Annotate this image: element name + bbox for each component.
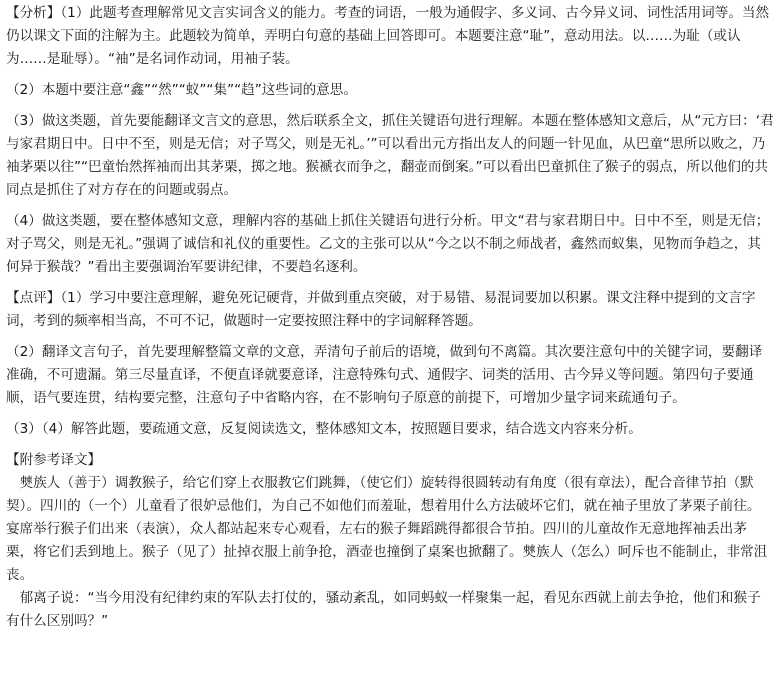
translation-heading: 【附参考译文】 [6, 452, 102, 468]
comment-paragraph-2: （2）翻译文言句子，首先要理解整篇文章的文意，弄清句子前后的语境，做到句不离篇。其次要注意句中的关键字词，要翻译准确，不可遗漏。第三尽量直译，不便直译就要意译，注意特殊句式、通假字、词类的活用、古今异义等问题。第四句子要通顺，语气要连贯，结构要完整，注意句子中省略内容，在不影响句子原意的前提下，可增加少量字词来疏通句子。 [6, 344, 763, 406]
analysis-paragraph-3: （3）做这类题，首先要能翻译文言文的意思，然后联系全文，抓住关键语句进行理解。本题在整体感知文意后，从“元方曰：‘君与家君期日中。日中不至，则是无信；对子骂父，则是无礼。’”可以看出元方指出友人的问题一针见血，从巴童“思所以败之，乃袖茅栗以往”“巴童怡然挥袖而出其茅栗，掷之地。猴褫衣而争之，翻壶而倒案。”可以看出巴童抓住了猴子的弱点，所以他们的共同点是抓住了对方存在的问题或弱点。 [6, 113, 774, 198]
analysis-paragraph-2: （2）本题中要注意“鑫”“然”“蚁”“集”“趋”这些词的意思。 [6, 82, 357, 98]
analysis-paragraph-1: 【分析】（1）此题考查理解常见文言实词含义的能力。考查的词语，一般为通假字、多义词、古今异义词、词性活用词等。当然仍以课文下面的注解为主。此题较为简单，弄明白句意的基础上回答即可。本题要注意“耻”，意动用法。以……为耻（或认为……是耻辱）。“袖”是名词作动词，用袖子装。 [6, 5, 770, 67]
translation-paragraph-1: 僰族人（善于）调教猴子，给它们穿上衣服教它们跳舞，（使它们）旋转得很圆转动有角度（很有章法），配合音律节拍（默契）。四川的（一个）儿童看了很妒忌他们，为自己不如他们而羞耻，想着用什么方法破坏它们，就在袖子里放了茅栗子前往。宴席举行猴子们出来（表演），众人都站起来专心观看，左右的猴子舞蹈跳得都很合节拍。四川的儿童故作无意地挥袖丢出茅栗，将它们丢到地上。猴子（见了）扯掉衣服上前争抢，酒壶也撞倒了桌案也掀翻了。僰族人（怎么）呵斥也不能制止，非常沮丧。 [6, 475, 768, 583]
comment-paragraph-3: （3）（4）解答此题，要疏通文意，反复阅读选文，整体感知文本，按照题目要求，结合选文内容来分析。 [6, 421, 642, 437]
translation-paragraph-2: 郁离子说：“当今用没有纪律约束的军队去打仗的，骚动紊乱，如同蚂蚁一样聚集一起，看见东西就上前去争抢，他们和猴子有什么区别吗？” [6, 590, 761, 629]
analysis-paragraph-4: （4）做这类题，要在整体感知文意，理解内容的基础上抓住关键语句进行分析。甲文“君与家君期日中。日中不至，则是无信；对子骂父，则是无礼。”强调了诚信和礼仪的重要性。乙文的主张可以从“今之以不制之师战者，鑫然而蚁集，见物而争趋之，其何异于猴哉？”看出主要强调治军要讲纪律，不要趋名逐利。 [6, 213, 770, 275]
comment-paragraph-1: 【点评】（1）学习中要注意理解，避免死记硬背，并做到重点突破，对于易错、易混词要加以积累。课文注释中提到的文言字词，考到的频率相当高，不可不记，做题时一定要按照注释中的字词解释答题。 [6, 290, 756, 329]
